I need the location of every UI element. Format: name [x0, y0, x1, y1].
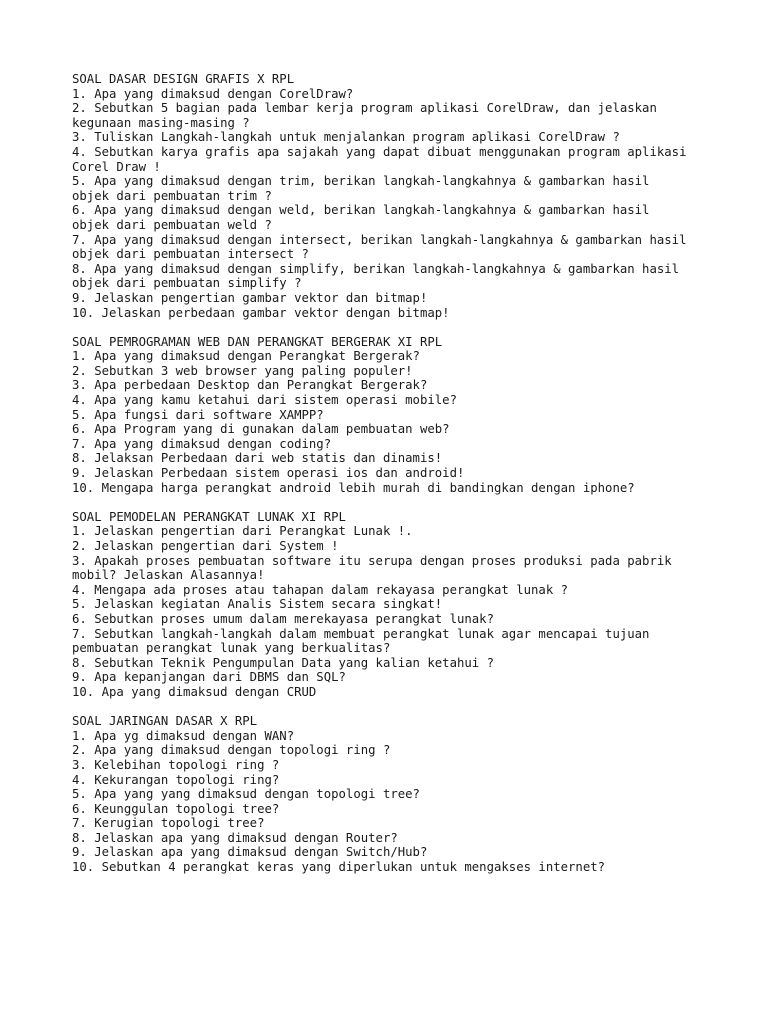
- question-line: 9. Jelaskan pengertian gambar vektor dan bitmap!: [72, 290, 428, 305]
- question-line: 4. Apa yang kamu ketahui dari sistem operasi mobile?: [72, 393, 457, 408]
- question-line: 5. Jelaskan kegiatan Analis Sistem secara singkat!: [72, 597, 443, 612]
- question-line: 5. Apa fungsi dari software XAMPP?: [72, 407, 324, 422]
- question-line: 6. Apa Program yang di gunakan dalam pembuatan web?: [72, 422, 450, 437]
- question-line: 3. Apa perbedaan Desktop dan Perangkat Bergerak?: [72, 378, 428, 393]
- question-line: 1. Apa yang dimaksud dengan Perangkat Bergerak?: [72, 349, 420, 364]
- question-line: 1. Jelaskan pengertian dari Perangkat Lunak !.: [72, 524, 413, 539]
- question-line: 3. Tuliskan Langkah-langkah untuk menjalankan program aplikasi CorelDraw ?: [72, 130, 620, 145]
- question-line: 6. Keunggulan topologi tree?: [72, 801, 280, 816]
- question-line: 10. Apa yang dimaksud dengan CRUD: [72, 684, 317, 699]
- question-line: 10. Sebutkan 4 perangkat keras yang diperlukan untuk mengakses internet?: [72, 860, 606, 875]
- question-line: 3. Kelebihan topologi ring ?: [72, 757, 280, 772]
- question-line: 7. Apa yang dimaksud dengan coding?: [72, 436, 332, 451]
- question-line: 3. Apakah proses pembuatan software itu serupa dengan proses produksi pada pabrik: [72, 553, 672, 568]
- question-line: 10. Mengapa harga perangkat android lebih murah di bandingkan dengan iphone?: [72, 480, 635, 495]
- question-line: 8. Jelaksan Perbedaan dari web statis dan dinamis!: [72, 451, 443, 466]
- section-title: SOAL PEMROGRAMAN WEB DAN PERANGKAT BERGERAK XI RPL: [72, 334, 443, 349]
- question-line: 2. Sebutkan 3 web browser yang paling populer!: [72, 363, 413, 378]
- question-line: 8. Jelaskan apa yang dimaksud dengan Router?: [72, 830, 398, 845]
- question-line: 8. Apa yang dimaksud dengan simplify, berikan langkah-langkahnya & gambarkan hasil: [72, 261, 680, 276]
- question-line: 9. Apa kepanjangan dari DBMS dan SQL?: [72, 670, 346, 685]
- question-section: [72, 72, 722, 320]
- question-line: 7. Apa yang dimaksud dengan intersect, berikan langkah-langkahnya & gambarkan hasil: [72, 232, 687, 247]
- section-title: SOAL PEMODELAN PERANGKAT LUNAK XI RPL: [72, 509, 346, 524]
- question-line: 6. Apa yang dimaksud dengan weld, berikan langkah-langkahnya & gambarkan hasil: [72, 203, 650, 218]
- question-section: [72, 510, 722, 700]
- question-line: kegunaan masing-masing ?: [72, 115, 250, 130]
- section-title: SOAL DASAR DESIGN GRAFIS X RPL: [72, 72, 295, 86]
- question-line: pembuatan perangkat lunak yang berkualitas?: [72, 641, 391, 656]
- question-section: [72, 335, 722, 496]
- question-line: 1. Apa yg dimaksud dengan WAN?: [72, 728, 295, 743]
- question-line: 2. Jelaskan pengertian dari System !: [72, 539, 339, 553]
- question-line: 4. Mengapa ada proses atau tahapan dalam rekayasa perangkat lunak ?: [72, 582, 569, 597]
- question-line: 6. Sebutkan proses umum dalam merekayasa perangkat lunak?: [72, 611, 494, 626]
- question-line: objek dari pembuatan trim ?: [72, 188, 272, 203]
- question-line: 8. Sebutkan Teknik Pengumpulan Data yang kalian ketahui ?: [72, 655, 494, 670]
- question-line: 4. Sebutkan karya grafis apa sajakah yang dapat dibuat menggunakan program aplikasi: [72, 144, 687, 159]
- question-line: 7. Kerugian topologi tree?: [72, 816, 265, 831]
- section-title: SOAL JARINGAN DASAR X RPL: [72, 714, 258, 729]
- question-line: 5. Apa yang dimaksud dengan trim, berikan langkah-langkahnya & gambarkan hasil: [72, 174, 650, 189]
- question-line: objek dari pembuatan simplify ?: [72, 276, 302, 291]
- question-line: 2. Sebutkan 5 bagian pada lembar kerja program aplikasi CorelDraw, dan jelaskan: [72, 101, 657, 116]
- question-line: objek dari pembuatan intersect ?: [72, 247, 309, 262]
- document-page: [72, 72, 722, 889]
- question-line: 4. Kekurangan topologi ring?: [72, 772, 280, 787]
- question-line: 9. Jelaskan Perbedaan sistem operasi ios dan android!: [72, 466, 465, 481]
- question-line: 7. Sebutkan langkah-langkah dalam membuat perangkat lunak agar mencapai tujuan: [72, 626, 650, 641]
- question-line: Corel Draw !: [72, 159, 161, 174]
- question-line: objek dari pembuatan weld ?: [72, 217, 272, 232]
- question-line: 5. Apa yang yang dimaksud dengan topologi tree?: [72, 787, 420, 802]
- question-line: 9. Jelaskan apa yang dimaksud dengan Switch/Hub?: [72, 845, 428, 860]
- question-line: 10. Jelaskan perbedaan gambar vektor dengan bitmap!: [72, 305, 450, 320]
- question-line: 1. Apa yang dimaksud dengan CorelDraw?: [72, 86, 354, 101]
- question-line: mobil? Jelaskan Alasannya!: [72, 568, 265, 583]
- question-section: [72, 714, 722, 875]
- question-line: 2. Apa yang dimaksud dengan topologi ring ?: [72, 743, 391, 758]
